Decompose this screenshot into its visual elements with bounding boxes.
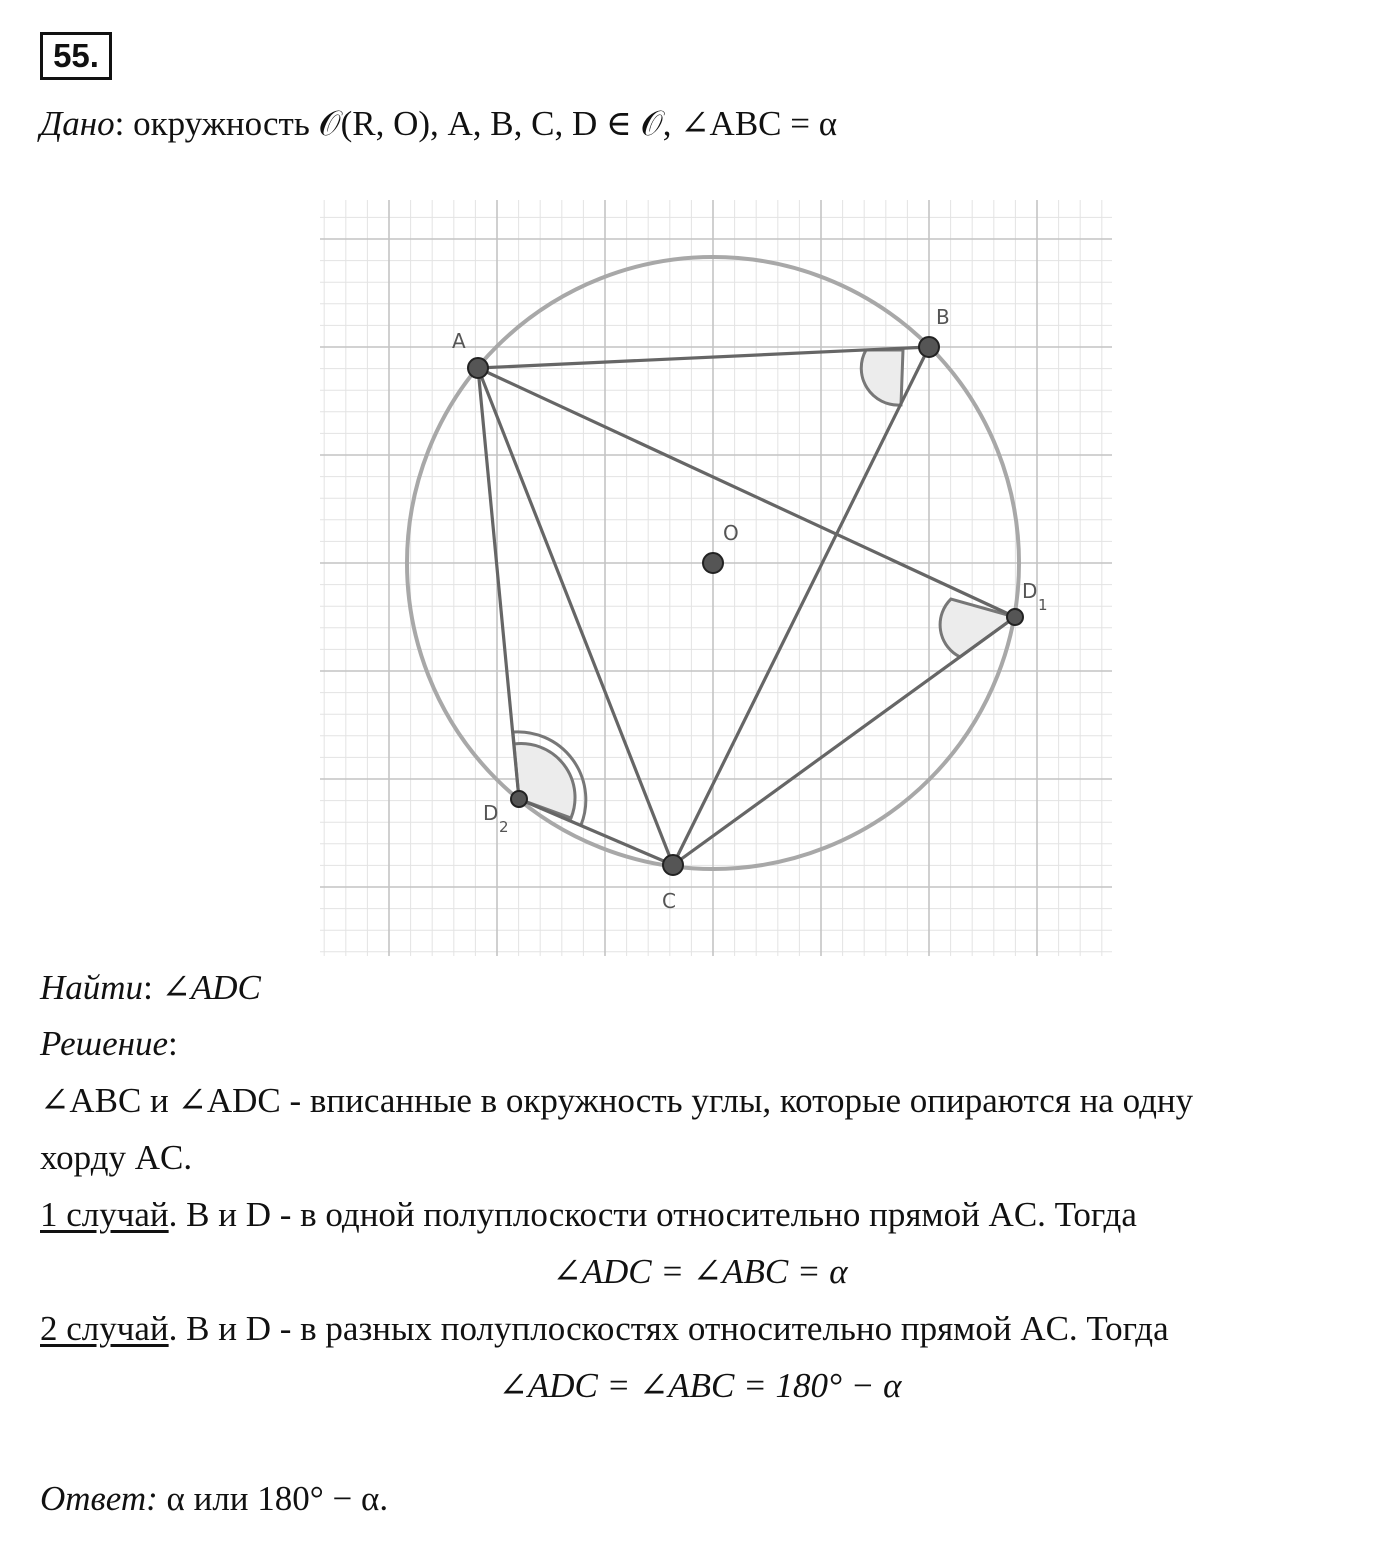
point-a xyxy=(468,358,488,378)
case1-line xyxy=(40,1193,1137,1237)
case2-label: 2 случай xyxy=(40,1309,169,1348)
segment-ad1 xyxy=(478,368,1015,617)
grid xyxy=(320,200,1112,956)
find-line xyxy=(40,966,261,1010)
point-b xyxy=(919,337,939,357)
case2-formula: ∠ADC = ∠ABC = 180° − α xyxy=(498,1366,902,1405)
label-d2-sub: 2 xyxy=(499,818,509,836)
case2-line xyxy=(40,1307,1169,1351)
point-c xyxy=(663,855,683,875)
label-d1: D xyxy=(1022,579,1038,603)
label-a: A xyxy=(452,329,466,353)
answer-text: α или 180° − α. xyxy=(157,1479,389,1518)
point-d1 xyxy=(1007,609,1023,625)
problem-number: 55. xyxy=(40,32,112,80)
given-line xyxy=(40,102,837,146)
point-d2 xyxy=(511,791,527,807)
find-text: ∠ADC xyxy=(161,968,261,1007)
point-o xyxy=(703,553,723,573)
label-b: B xyxy=(936,305,950,329)
case1-label: 1 случай xyxy=(40,1195,169,1234)
case1-formula: ∠ADC = ∠ABC = α xyxy=(552,1252,848,1291)
solution-heading xyxy=(40,1022,178,1066)
given-text: окружность 𝒪(R, O), A, B, C, D ∈ 𝒪, ∠ABC = α xyxy=(133,104,838,143)
find-sep: : xyxy=(143,968,162,1007)
case2-text: . B и D - в разных полуплоскостях относительно прямой AC. Тогда xyxy=(168,1309,1169,1348)
solution-sep: : xyxy=(168,1024,178,1063)
grid-major xyxy=(320,200,1112,956)
label-d1-sub: 1 xyxy=(1038,596,1048,614)
solution-line-1: ∠ABC и ∠ADC - вписанные в окружность углы, которые опираются на одну xyxy=(40,1081,1194,1120)
answer-line xyxy=(40,1477,388,1521)
angle-arc-b xyxy=(861,350,903,405)
segment-ad2 xyxy=(478,368,519,799)
case1-text: . B и D - в одной полуплоскости относительно прямой AC. Тогда xyxy=(168,1195,1137,1234)
label-c: C xyxy=(662,889,676,913)
solution-line-2: хорду AC. xyxy=(40,1138,193,1177)
given-label: Дано xyxy=(40,104,115,143)
geometry-figure xyxy=(320,200,1112,956)
label-d2: D xyxy=(483,801,499,825)
answer-label: Ответ: xyxy=(40,1479,158,1518)
label-o: O xyxy=(723,521,739,545)
solution-label: Решение xyxy=(40,1024,169,1063)
find-label: Найти xyxy=(40,968,144,1007)
given-sep: : xyxy=(114,104,134,143)
